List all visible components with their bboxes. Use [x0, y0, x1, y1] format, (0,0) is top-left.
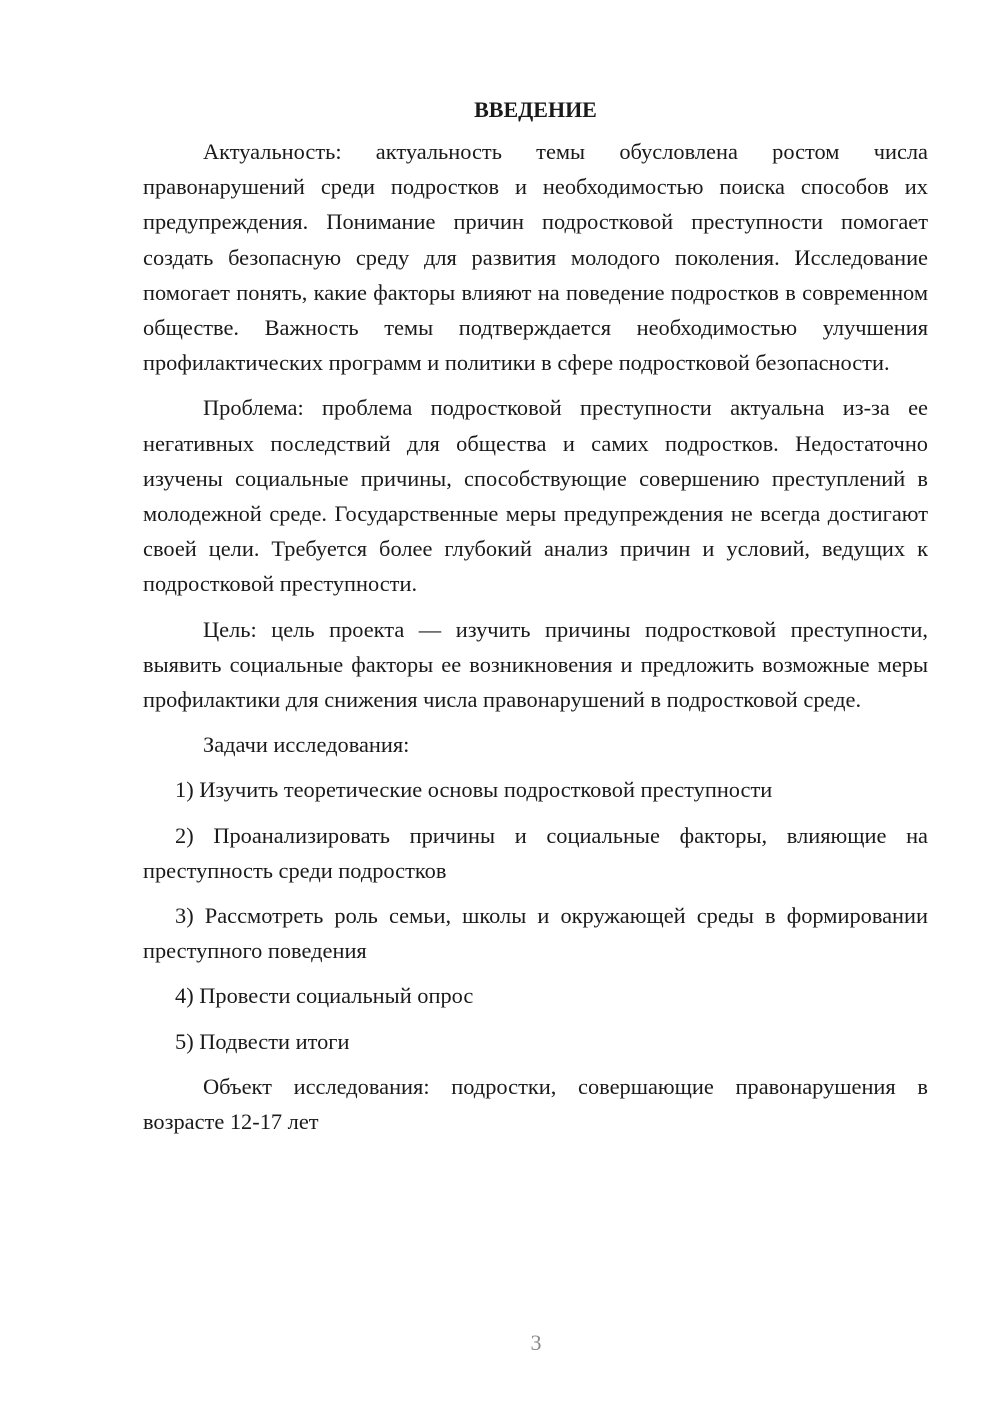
paragraph-goal: Цель: цель проекта — изучить причины подростковой преступности, выявить социальные факторы ее возникновения и предложить возможные меры профилактики для снижения числа правонарушений в подростковой среде.	[143, 616, 928, 713]
task-item-3: 3) Рассмотреть роль семьи, школы и окружающей среды в формировании преступного поведения	[143, 903, 928, 964]
paragraph-relevance: Актуальность: актуальность темы обусловлена ростом числа правонарушений среди подростков и необходимостью поиска способов их предупреждения. Понимание причин подростковой преступности помогает создать безопасную среду для развития молодого поколения. Исследование помогает понять, какие факторы влияют на поведение подростков в современном обществе. Важность темы подтверждается необходимостью улучшения профилактических программ и политики в сфере подростковой безопасности.	[143, 139, 928, 376]
task-item-5: 5) Подвести итоги	[175, 1028, 350, 1054]
page-content	[143, 92, 928, 1139]
paragraph-problem: Проблема: проблема подростковой преступности актуальна из-за ее негативных последствий для общества и самих подростков. Недостаточно изучены социальные причины, способствующие совершению преступлений в молодежной среде. Государственные меры предупреждения не всегда достигают своей цели. Требуется более глубокий анализ причин и условий, ведущих к подростковой преступности.	[143, 395, 928, 597]
paragraph-object: Объект исследования: подростки, совершающие правонарушения в возрасте 12-17 лет	[143, 1073, 928, 1135]
tasks-heading: Задачи исследования:	[203, 732, 410, 758]
task-item-4: 4) Провести социальный опрос	[175, 983, 474, 1009]
task-item-1: 1) Изучить теоретические основы подростковой преступности	[175, 777, 773, 803]
task-item-2: 2) Проанализировать причины и социальные факторы, влияющие на преступность среди подростков	[143, 822, 928, 883]
page-number: 3	[530, 1330, 542, 1355]
section-title: ВВЕДЕНИЕ	[474, 97, 597, 122]
